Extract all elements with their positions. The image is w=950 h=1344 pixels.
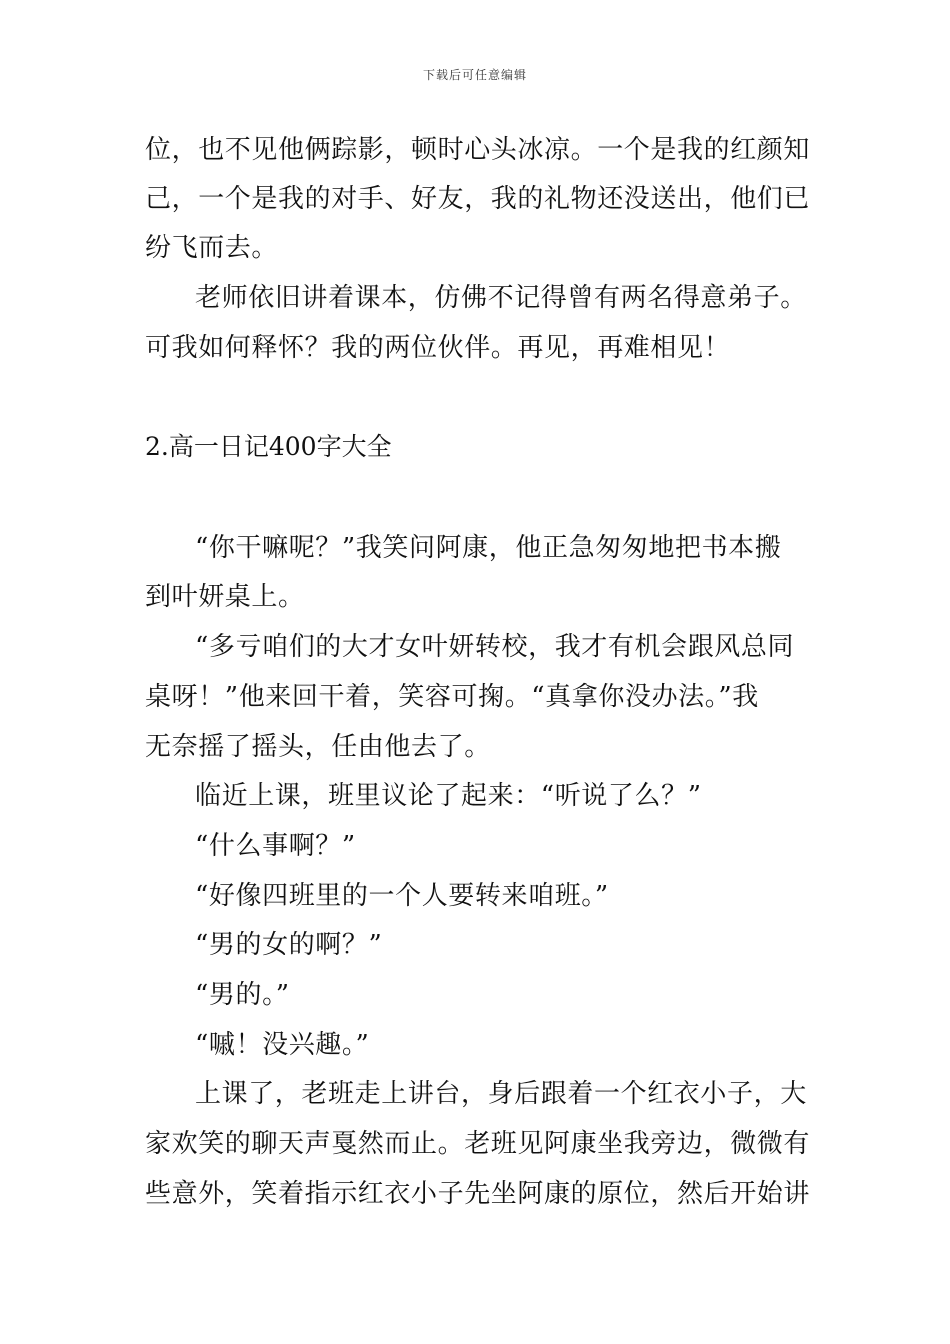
dialogue-line: “男的女的啊？” (195, 930, 383, 960)
dialogue-line: “什么事啊？” (195, 831, 356, 861)
paragraph-line: 老师依旧讲着课本，仿佛不记得曾有两名得意弟子。 (195, 283, 807, 313)
paragraph-line: “你干嘛呢？”我笑问阿康，他正急匆匆地把书本搬 (195, 533, 782, 563)
section-heading: 2.高一日记400字大全 (145, 432, 392, 461)
dialogue-line: “嘁！没兴趣。” (195, 1030, 370, 1060)
paragraph-line: 己，一个是我的对手、好友，我的礼物还没送出，他们已 (145, 184, 811, 214)
paragraph-line: 上课了，老班走上讲台，身后跟着一个红衣小子，大 (195, 1079, 807, 1109)
paragraph-line: 临近上课，班里议论了起来：“听说了么？” (195, 781, 702, 811)
paragraph-line: 些意外，笑着指示红衣小子先坐阿康的原位，然后开始讲 (145, 1179, 811, 1209)
paragraph-line: 纷飞而去。 (145, 233, 279, 263)
paragraph-line: “多亏咱们的大才女叶妍转校，我才有机会跟风总同 (195, 632, 795, 662)
paragraph-line: 位，也不见他俩踪影，顿时心头冰凉。一个是我的红颜知 (145, 135, 811, 165)
dialogue-line: “男的。” (195, 980, 290, 1010)
page-header: 下载后可任意编辑 (422, 68, 527, 82)
paragraph-line: 桌呀！”他来回干着，笑容可掬。“真拿你没办法。”我 (145, 682, 759, 712)
paragraph-line: 无奈摇了摇头，任由他去了。 (145, 732, 491, 762)
paragraph-line: 到叶妍桌上。 (145, 582, 305, 612)
dialogue-line: “好像四班里的一个人要转来咱班。” (195, 881, 609, 911)
paragraph-line: 家欢笑的聊天声戛然而止。老班见阿康坐我旁边，微微有 (145, 1129, 811, 1159)
paragraph-line: 可我如何释怀？我的两位伙伴。再见，再难相见！ (145, 333, 731, 363)
